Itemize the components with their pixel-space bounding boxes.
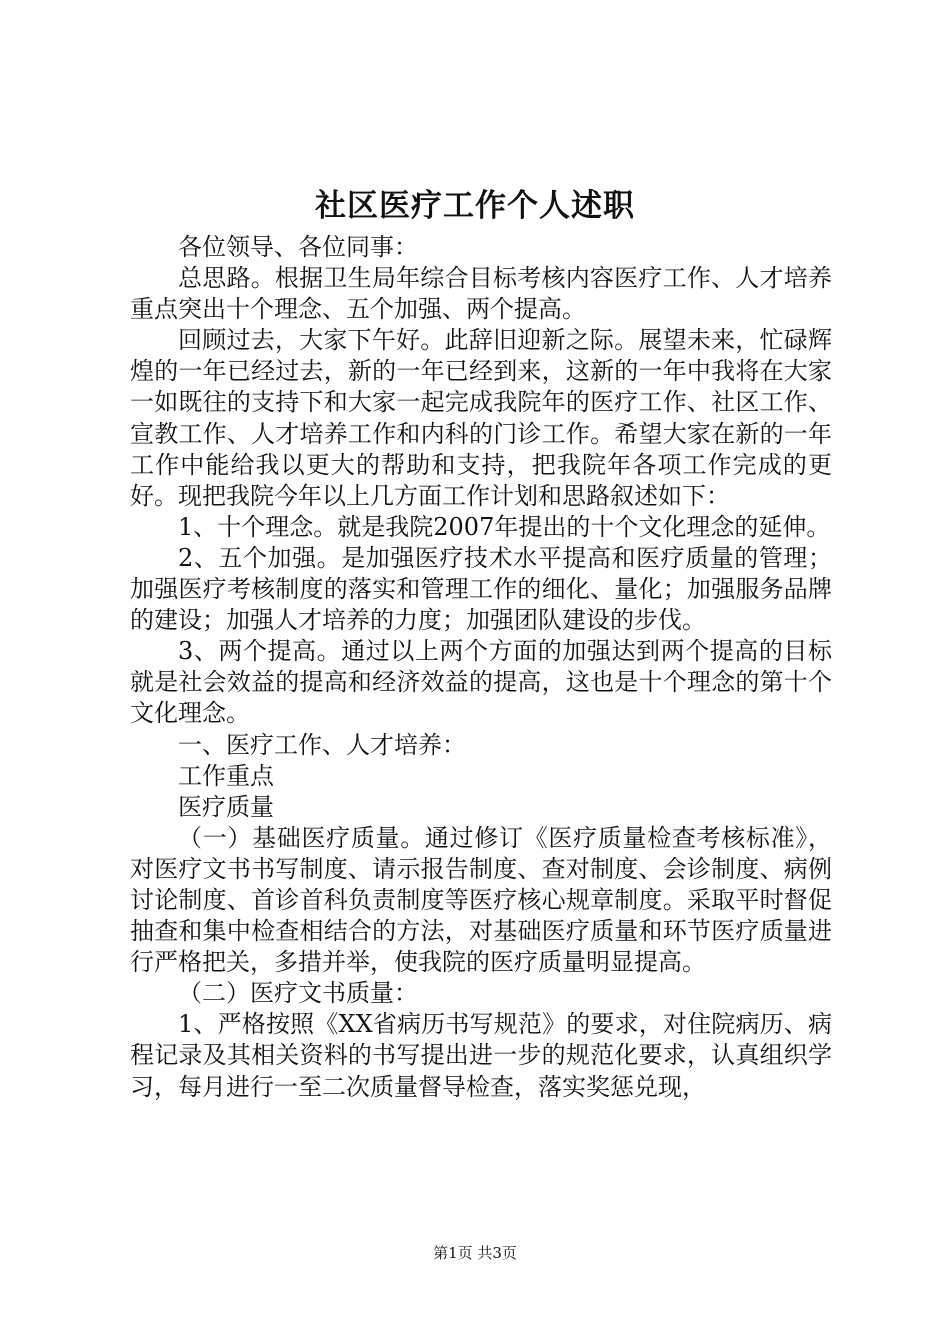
paragraph-record-standard: 1、严格按照《XX省病历书写规范》的要求，对住院病历、病程记录及其相关资料的书写提出进一步的规范化要求，认真组织学习，每月进行一至二次质量督导检查，落实奖惩兑现， <box>130 1010 832 1101</box>
paragraph-basic-quality: （一）基础医疗质量。通过修订《医疗质量检查考核标准》，对医疗文书书写制度、请示报告制度、查对制度、会诊制度、病例讨论制度、首诊首科负责制度等医疗核心规章制度。采取平时督促抽查和集中检查相结合的方法，对基础医疗质量和环节医疗质量进行严格把关，多措并举，使我院的医疗质量明显提高。 <box>130 823 832 977</box>
page-number-footer: 第1页 共3页 <box>433 1244 517 1262</box>
paragraph-review: 回顾过去，大家下午好。此辞旧迎新之际。展望未来，忙碌辉煌的一年已经过去，新的一年已经到来，这新的一年中我将在大家一如既往的支持下和大家一起完成我院年的医疗工作、社区工作、宣教工作、人才培养工作和内科的门诊工作。希望大家在新的一年工作中能给我以更大的帮助和支持，把我院年各项工作完成的更好。现把我院今年以上几方面工作计划和思路叙述如下： <box>130 326 832 510</box>
subheading-work-focus: 工作重点 <box>178 761 274 790</box>
subheading-medical-quality: 医疗质量 <box>178 792 274 821</box>
section-heading-medical: 一、医疗工作、人才培养： <box>178 730 466 759</box>
paragraph-ten-concepts: 1、十个理念。就是我院2007年提出的十个文化理念的延伸。 <box>178 512 831 541</box>
paragraph-two-improve: 3、两个提高。通过以上两个方面的加强达到两个提高的目标就是社会效益的提高和经济效益的提高，这也是十个理念的第十个文化理念。 <box>130 637 832 728</box>
paragraph-overall-idea: 总思路。根据卫生局年综合目标考核内容医疗工作、人才培养重点突出十个理念、五个加强、两个提高。 <box>130 264 832 324</box>
subheading-document-quality: （二）医疗文书质量： <box>178 979 418 1008</box>
document-title: 社区医疗工作个人述职 <box>315 188 635 224</box>
paragraph-five-strengthen: 2、五个加强。是加强医疗技术水平提高和医疗质量的管理；加强医疗考核制度的落实和管理工作的细化、量化；加强服务品牌的建设；加强人才培养的力度；加强团队建设的步伐。 <box>130 543 832 635</box>
paragraph-greeting: 各位领导、各位同事： <box>178 233 418 261</box>
document-body <box>130 232 832 1103</box>
